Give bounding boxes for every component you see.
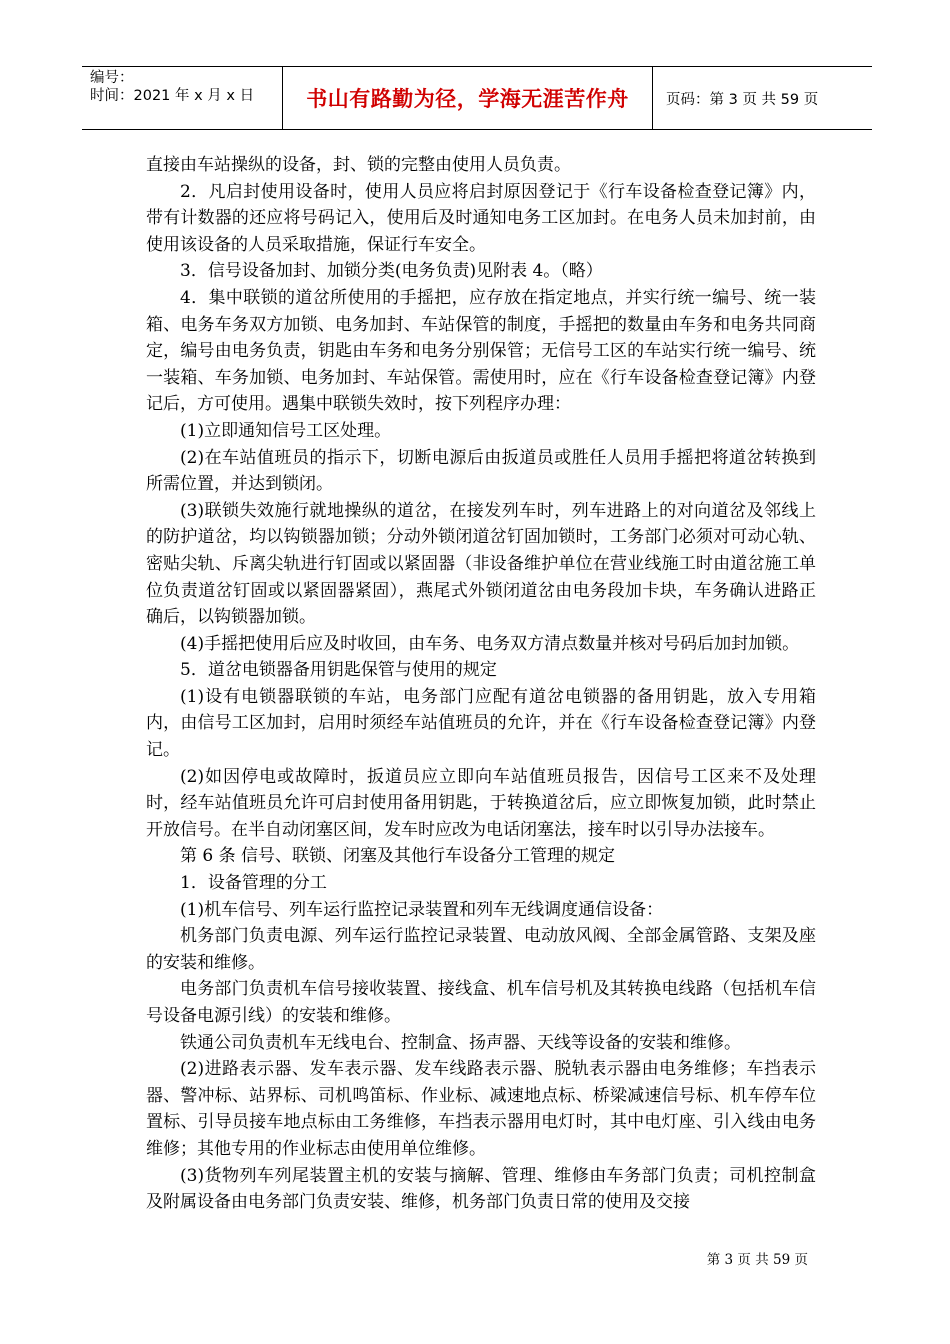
header-meta [90, 69, 280, 105]
header-page-code: 页码：第 3 页 共 59 页 [666, 91, 819, 108]
body-paragraph: 2．凡启封使用设备时，使用人员应将启封原因登记于《行车设备检查登记簿》内，带有计数器的还应将号码记入，使用后及时通知电务工区加封。在电务人员未加封前，由使用该设备的人员采取措施，保证行车安全。 [146, 181, 816, 255]
body-paragraph: 5．道岔电锁器备用钥匙保管与使用的规定 [180, 660, 497, 681]
header-divider [652, 67, 653, 129]
body-paragraph: 4．集中联锁的道岔所使用的手摇把，应存放在指定地点，并实行统一编号、统一装箱、电务车务双方加锁、电务加封、车站保管的制度，手摇把的数量由车务和电务共同商定，编号由电务负责，钥匙由车务和电务分别保管；无信号工区的车站实行统一编号、统一装箱、车务加锁、电务加封、车站保管。需使用时，应在《行车设备检查登记簿》内登记后，方可使用。遇集中联锁失效时，按下列程序办理： [146, 287, 816, 415]
body-paragraph: 3．信号设备加封、加锁分类(电务负责)见附表 4。（略） [180, 261, 603, 282]
body-paragraph: (3)货物列车列尾装置主机的安装与摘解、管理、维修由车务部门负责；司机控制盒及附属设备由电务部门负责安装、维修，机务部门负责日常的使用及交接 [146, 1165, 816, 1213]
body-paragraph: (2)进路表示器、发车表示器、发车线路表示器、脱轨表示器由电务维修；车挡表示器、警冲标、站界标、司机鸣笛标、作业标、减速地点标、桥梁减速信号标、机车停车位置标、引导员接车地点标由工务维修，车挡表示器用电灯时，其中电灯座、引入线由电务维修；其他专用的作业标志由使用单位维修。 [146, 1059, 816, 1159]
body-paragraph: 机务部门负责电源、列车运行监控记录装置、电动放风阀、全部金属管路、支架及座的安装和维修。 [146, 926, 816, 973]
header-motto: 书山有路勤为径，学海无涯苦作舟 [306, 87, 629, 111]
body-paragraph: (1)立即通知信号工区处理。 [180, 420, 392, 441]
page-footer: 第 3 页 共 59 页 [706, 1252, 808, 1268]
body-paragraph: 电务部门负责机车信号接收装置、接线盒、机车信号机及其转换电线路（包括机车信号设备电源引线）的安装和维修。 [146, 979, 816, 1026]
body-paragraph: 第 6 条 信号、联锁、闭塞及其他行车设备分工管理的规定 [180, 846, 616, 867]
body-paragraph: 直接由车站操纵的设备，封、锁的完整由使用人员负责。 [146, 155, 571, 175]
body-paragraph: 铁通公司负责机车无线电台、控制盒、扬声器、天线等设备的安装和维修。 [180, 1032, 741, 1053]
body-paragraph: (4)手摇把使用后应及时收回，由车务、电务双方清点数量并核对号码后加封加锁。 [180, 633, 800, 654]
document-body [146, 152, 816, 1216]
body-paragraph: (3)联锁失效施行就地操纵的道岔，在接发列车时，列车进路上的对向道岔及邻线上的防护道岔，均以钩锁器加锁；分动外锁闭道岔钉固加锁时，工务部门必须对可动心轨、密贴尖轨、斥离尖轨进行钉固或以紧固器（非设备维护单位在营业线施工时由道岔施工单位负责道岔钉固或以紧固器紧固），燕尾式外锁闭道岔由电务段加卡块，车务确认进路正确后，以钩锁器加锁。 [146, 500, 816, 628]
body-paragraph: 1．设备管理的分工 [180, 873, 327, 894]
document-number-label: 编号： [90, 70, 134, 86]
body-paragraph: (2)如因停电或故障时，扳道员应立即向车站值班员报告，因信号工区来不及处理时，经车站值班员允许可启封使用备用钥匙，于转换道岔后，应立即恢复加锁，此时禁止开放信号。在半自动闭塞区间，发车时应改为电话闭塞法，接车时以引导办法接车。 [146, 766, 816, 840]
body-paragraph: (1)机车信号、列车运行监控记录装置和列车无线调度通信设备： [180, 899, 664, 920]
document-time: 时间：2021 年 x 月 x 日 [90, 88, 255, 104]
body-paragraph: (1)设有电锁器联锁的车站，电务部门应配有道岔电锁器的备用钥匙，放入专用箱内，由信号工区加封，启用时须经车站值班员的允许，并在《行车设备检查登记簿》内登记。 [146, 686, 816, 761]
page-header [82, 66, 872, 130]
body-paragraph: (2)在车站值班员的指示下，切断电源后由扳道员或胜任人员用手摇把将道岔转换到所需位置，并达到锁闭。 [146, 447, 816, 495]
